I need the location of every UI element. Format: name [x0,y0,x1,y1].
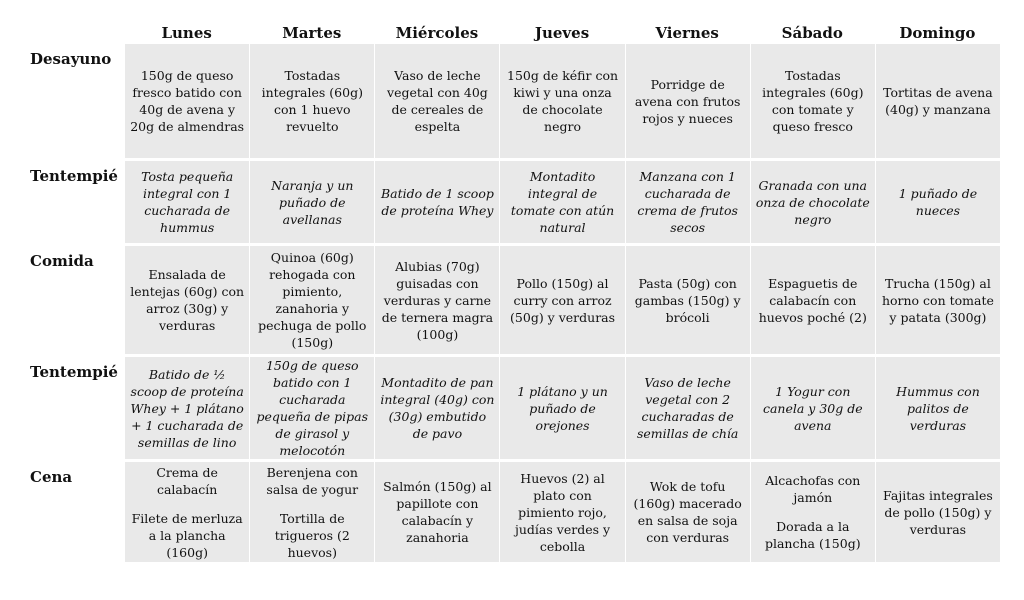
meal-cell: Vaso de leche vegetal con 2 cucharadas de semillas de chía [625,357,750,459]
meal-cell [499,462,624,562]
meal-cell: Ensalada de lentejas (60g) con arroz (30g) y verduras [124,246,249,354]
meal-cell [374,462,499,562]
day-header-row [20,22,1000,44]
dish-text: Huevos (2) al plato con pimiento rojo, judías verdes y cebolla [515,470,611,554]
meal-cell [124,462,249,562]
meal-cell: Alubias (70g) guisadas con verduras y carne de ternera magra (100g) [374,246,499,354]
meal-row-tentempie-afternoon [20,357,1000,459]
day-header-sabado: Sábado [750,22,875,44]
meal-cell: Quinoa (60g) rehogada con pimiento, zanahoria y pechuga de pollo (150g) [249,246,374,354]
day-header-domingo: Domingo [875,22,1000,44]
day-header-jueves: Jueves [499,22,624,44]
dish-text: Dorada a la plancha (150g) [764,519,861,551]
meal-cell: Batido de ½ scoop de proteína Whey + 1 plátano + 1 cucharada de semillas de lino [124,357,249,459]
dish-text: Fajitas integrales de pollo (150g) y verduras [883,487,993,537]
meal-cell: Tosta pequeña integral con 1 cucharada de hummus [124,161,249,243]
day-header-lunes: Lunes [124,22,249,44]
meal-cell: Vaso de leche vegetal con 40g de cereales de espelta [374,44,499,158]
meal-label-cena: Cena [20,462,124,562]
meal-label-desayuno: Desayuno [20,44,124,158]
meal-cell: Manzana con 1 cucharada de crema de frutos secos [625,161,750,243]
meal-cell [249,462,374,562]
meal-cell: Pollo (150g) al curry con arroz (50g) y verduras [499,246,624,354]
meal-row-comida [20,246,1000,354]
meal-cell [750,462,875,562]
dish-text: Tortilla de trigueros (2 huevos) [274,510,350,560]
corner-cell [20,22,124,44]
meal-label-comida: Comida [20,246,124,354]
dish-text: Salmón (150g) al papillote con calabacín y zanahoria [383,479,492,545]
meal-label-tentempie: Tentempié [20,161,124,243]
dish-text: Berenjena con salsa de yogur [266,464,359,497]
meal-row-tentempie-morning [20,161,1000,243]
meal-cell: 150g de queso batido con 1 cucharada pequeña de pipas de girasol y melocotón [249,357,374,459]
meal-cell: Porridge de avena con frutos rojos y nueces [625,44,750,158]
meal-cell: 150g de kéfir con kiwi y una onza de chocolate negro [499,44,624,158]
meal-row-desayuno [20,44,1000,158]
day-header-martes: Martes [249,22,374,44]
meal-cell: Espaguetis de calabacín con huevos poché (2) [750,246,875,354]
meal-cell [875,462,1000,562]
meal-cell: Trucha (150g) al horno con tomate y patata (300g) [875,246,1000,354]
day-header-miercoles: Miércoles [374,22,499,44]
meal-cell: 1 puñado de nueces [875,161,1000,243]
meal-cell [625,462,750,562]
meal-cell: Pasta (50g) con gambas (150g) y brócoli [625,246,750,354]
meal-plan-table [20,22,1000,562]
meal-cell: Hummus con palitos de verduras [875,357,1000,459]
dish-text: Crema de calabacín [156,464,218,497]
meal-cell: Tostadas integrales (60g) con tomate y queso fresco [750,44,875,158]
meal-cell: Tortitas de avena (40g) y manzana [875,44,1000,158]
meal-cell: 150g de queso fresco batido con 40g de avena y 20g de almendras [124,44,249,158]
meal-cell: Naranja y un puñado de avellanas [249,161,374,243]
dish-text: Alcachofas con jamón [765,473,861,505]
meal-row-cena [20,462,1000,562]
meal-cell: Montadito integral de tomate con atún natural [499,161,624,243]
day-header-viernes: Viernes [625,22,750,44]
meal-label-tentempie: Tentempié [20,357,124,459]
dish-text: Filete de merluza a la plancha (160g) [131,510,243,560]
meal-cell: Batido de 1 scoop de proteína Whey [374,161,499,243]
meal-cell: Montadito de pan integral (40g) con (30g) embutido de pavo [374,357,499,459]
meal-cell: 1 Yogur con canela y 30g de avena [750,357,875,459]
meal-cell: Granada con una onza de chocolate negro [750,161,875,243]
meal-cell: Tostadas integrales (60g) con 1 huevo revuelto [249,44,374,158]
meal-cell: 1 plátano y un puñado de orejones [499,357,624,459]
dish-text: Wok de tofu (160g) macerado en salsa de soja con verduras [633,479,742,545]
weekly-meal-plan [20,22,1000,562]
